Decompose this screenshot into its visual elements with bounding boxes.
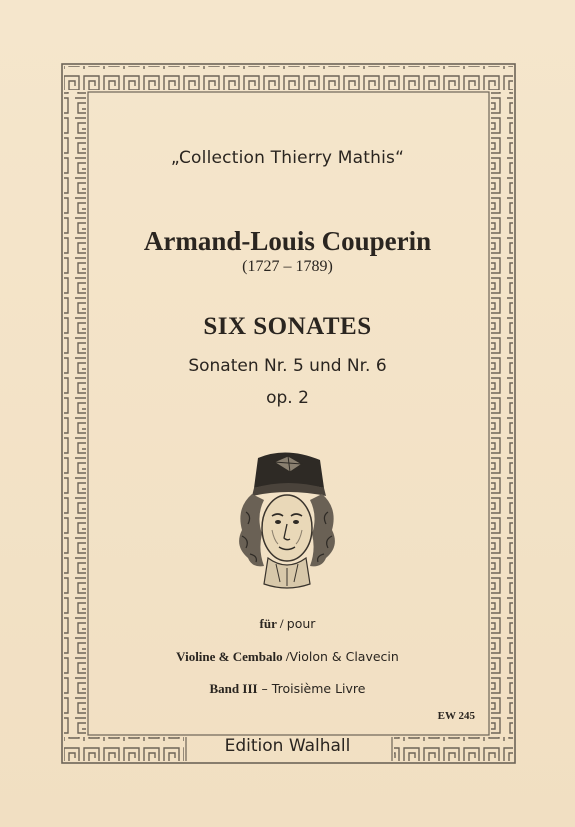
volume-line <box>0 681 575 697</box>
instruments-line <box>0 649 575 665</box>
volume-fr: Troisième Livre <box>271 681 366 696</box>
instruments-de: Violine & Cembalo <box>176 649 283 664</box>
work-title: SIX SONATES <box>203 313 372 340</box>
volume-de: Band III <box>209 681 258 696</box>
opus-number: op. 2 <box>266 388 309 408</box>
composer-name: Armand-Louis Couperin <box>143 226 432 256</box>
composer-dates: (1727 – 1789) <box>242 258 333 275</box>
for-separator: / <box>276 616 287 631</box>
volume-separator: – <box>257 681 272 696</box>
for-line <box>0 616 575 632</box>
instruments-fr: Violon & Clavecin <box>289 649 399 664</box>
for-fr: pour <box>286 616 316 631</box>
catalog-number: EW 245 <box>437 710 475 722</box>
publisher-name: Edition Walhall <box>224 736 351 756</box>
instruments-separator: / <box>282 649 290 664</box>
collection-name: „Collection Thierry Mathis“ <box>170 148 405 168</box>
composer-portrait <box>228 450 346 590</box>
for-de: für <box>259 616 277 631</box>
work-subtitle: Sonaten Nr. 5 und Nr. 6 <box>188 356 387 376</box>
